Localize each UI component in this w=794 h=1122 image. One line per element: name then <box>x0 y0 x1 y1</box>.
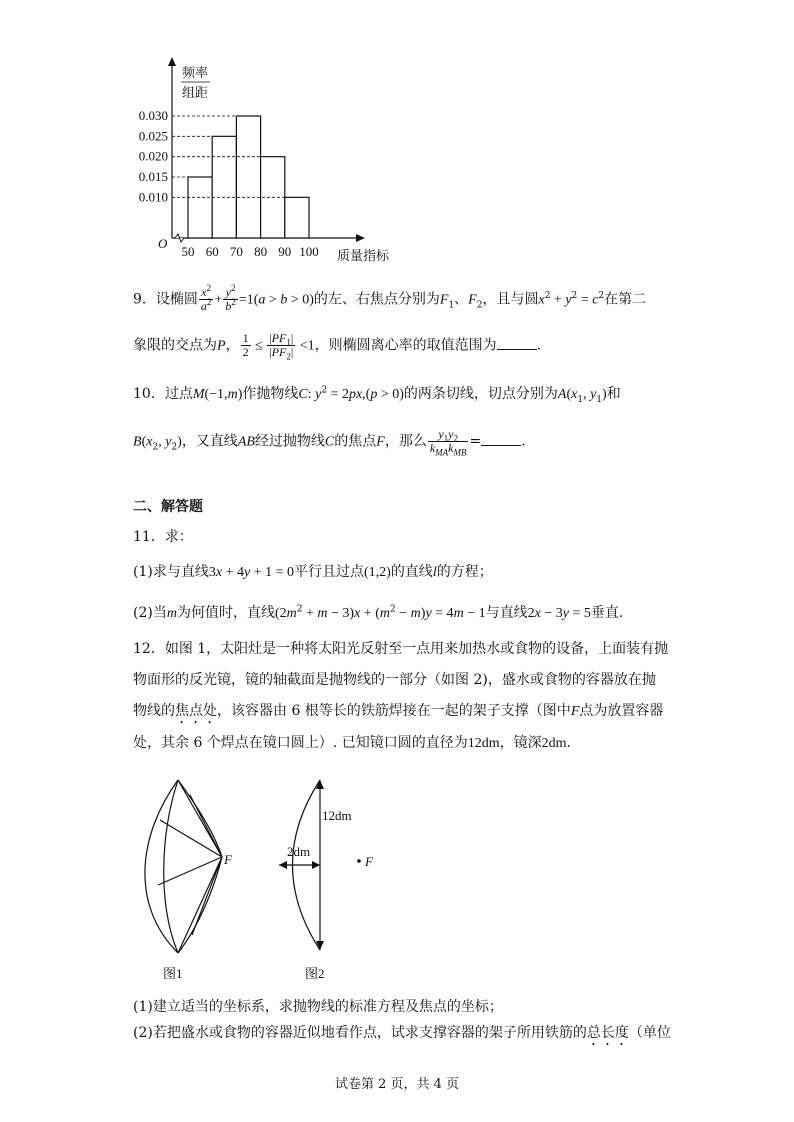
q10-text: ，又直线 <box>181 433 238 450</box>
arrow-left-icon <box>279 861 287 869</box>
outer-rim-left <box>145 780 178 953</box>
y2-over-b2: $\frac{y^2}{b^2}$ <box>225 283 236 313</box>
inner-rim <box>164 780 178 953</box>
origin-label: O <box>158 236 168 251</box>
x-tick-label: 60 <box>205 244 219 259</box>
page-footer: 试卷第 2 页，共 4 页 <box>334 1077 460 1092</box>
histogram-bar <box>212 136 236 238</box>
question-9-line-1: 9．设椭圆 $\frac{x^2}{a^2}$ + $\frac{y^2}{b^2}$ =1(a > b > 0)的左、右焦点分别为$F_1$、$F_2$，且与圆$x^2 + y^2 = c^2$在第二 <box>133 283 647 313</box>
y-tick-label: 0.015 <box>138 169 168 184</box>
question-10-line-2: $B(x_2$, $y_2$)，又直线AB经过抛物线C的焦点F，那么 $\frac{y_1y_2}{k_{MA}k_{MB}}$ = . <box>133 427 526 458</box>
question-12-line-1: 12．如图 1，太阳灶是一种将太阳光反射至一点用来加热水或食物的设备，上面装有抛 <box>133 641 669 657</box>
question-9-number: 9． <box>133 291 156 308</box>
x-tick-label: 70 <box>229 244 243 259</box>
q9-text: . <box>536 337 542 354</box>
y-tick-label: 0.030 <box>138 108 168 123</box>
fig2-depth-label: 2dm <box>287 844 311 859</box>
x-axis-arrow-icon <box>356 234 365 242</box>
emphasized-text: 总长度 <box>586 1025 629 1041</box>
question-12-line-2: 物面形的反光镜，镜的轴截面是抛物线的一部分（如图 2)，盛水或食物的容器放在抛 <box>133 672 656 688</box>
q10-text: ，那么 <box>384 433 427 450</box>
answer-blank <box>497 335 537 350</box>
q9-text: 设椭圆 <box>155 291 198 308</box>
x-tick-label: 90 <box>278 244 292 259</box>
q9-text: 象限的交点为 <box>133 337 217 354</box>
question-11-part-2: (2)当m为何值时，直线$(2m^2 + m - 3)x + (m^2 - m)y = 4m - 1$与直线2x − 3y = 5垂直. <box>133 604 624 621</box>
fig1-caption: 图1 <box>163 966 183 981</box>
q10-text: . <box>521 433 526 450</box>
q11-text: 的直线 <box>390 564 433 580</box>
question-12-sub-1: (1)建立适当的坐标系，求抛物线的标准方程及焦点的坐标； <box>133 999 503 1015</box>
emphasized-text: 焦点处 <box>175 703 217 719</box>
pf1-over-pf2: $\frac{|PF_1|}{|PF_2|}$ <box>269 331 294 362</box>
x-tick-label: 100 <box>299 244 319 259</box>
figure-2-parabola-section <box>270 775 400 985</box>
q10-text: 经过抛物线 <box>254 433 325 450</box>
q10-text: 过点 <box>164 386 193 402</box>
q9-text: 、 <box>454 291 469 308</box>
answer-blank <box>481 431 521 446</box>
q10-text: 的焦点 <box>334 433 377 450</box>
q11-text: 为何值时，直线 <box>176 605 275 621</box>
fig2-width-label: 12dm <box>322 808 352 823</box>
histogram-bar <box>285 197 309 238</box>
x2-over-a2: $\frac{x^2}{a^2}$ <box>200 283 212 313</box>
question-11-part-1: (1)求与直线3x + 4y + 1 = 0平行且过点(1,2)的直线l的方程； <box>133 564 493 580</box>
question-12-line-3: 物线的焦点处，该容器由 6 根等长的铁筋焊接在一起的架子支撑（图中F点为放置容器 <box>133 703 664 719</box>
y-label-top: 频率 <box>182 65 209 80</box>
question-11-title: 11．求： <box>133 529 193 545</box>
q12-text: ，该容器由 6 根等长的铁筋焊接在一起的架子支撑（图中 <box>217 703 571 719</box>
arrow-right-icon <box>312 861 320 869</box>
q12-text: ，镜深 <box>499 735 542 751</box>
q11-text: (1)求与直线 <box>133 564 209 580</box>
q11-text: 平行且过点 <box>293 564 364 580</box>
question-12-line-4: 处，其余 6 个焊点在镜口圆上）. 已知镜口圆的直径为12dm，镜深2dm. <box>133 735 571 751</box>
y-axis-arrow-icon <box>168 57 176 66</box>
y-label-bottom: 组距 <box>182 85 209 100</box>
y-tick-label: 0.010 <box>138 189 168 205</box>
fig2-caption: 图2 <box>305 966 325 981</box>
one-half: $\frac{1}{2}$ <box>242 331 249 359</box>
q12-text: 点为放置容器 <box>579 703 664 719</box>
rod <box>178 857 222 953</box>
q9-text: ，且与圆 <box>482 291 539 308</box>
q12-text: (2)若把盛水或食物的容器近似地看作点，试求支撑容器的架子所用铁筋的 <box>133 1025 587 1041</box>
q11-text: (2)当 <box>133 605 167 621</box>
section-title: 二、解答题 <box>133 499 203 515</box>
question-10-number: 10． <box>133 386 165 402</box>
q9-text: 在第二 <box>604 291 647 308</box>
q9-text: ，则椭圆离心率的取值范围为 <box>314 337 497 354</box>
question-12-sub-2 <box>133 1023 671 1049</box>
q10-text: 和 <box>606 386 621 402</box>
histogram-bar <box>188 177 212 238</box>
frequency-histogram <box>120 55 410 270</box>
x-tick-label: 50 <box>181 244 195 259</box>
q10-text: 的两条切线，切点分别为 <box>403 386 558 402</box>
fig2-focus-label: F <box>365 854 373 869</box>
question-10-line-1: 10．过点M(−1,m)作抛物线C: $y^2 = 2px,(p > 0)$的两条切线，切点分别为$A(x_1$, $y_1$)和 <box>133 385 621 405</box>
q9-text: ， <box>225 337 240 354</box>
q12-text: （单位 <box>628 1025 671 1041</box>
figure-1-solar-cooker <box>130 775 240 985</box>
x-axis-label: 质量指标 <box>337 248 390 263</box>
q10-text: = <box>469 433 482 450</box>
histogram-bar <box>236 116 260 238</box>
q12-text: . <box>566 735 571 751</box>
x-tick-label: 80 <box>254 244 268 259</box>
q11-text: 垂直. <box>590 605 624 621</box>
q12-text: 处，其余 6 个焊点在镜口圆上）. 已知镜口圆的直径为 <box>133 735 468 751</box>
y1y2-over-kmakmb: $\frac{y_1y_2}{k_{MA}k_{MB}}$ <box>429 427 467 458</box>
q11-text: 与直线 <box>485 605 528 621</box>
q12-text: 物线的 <box>133 703 175 719</box>
q10-text: 作抛物线 <box>242 386 299 402</box>
q9-text: 的左、右焦点分别为 <box>313 291 440 308</box>
q11-text: 的方程； <box>436 564 493 580</box>
question-9-line-2: 象限的交点为P， $\frac{1}{2}$ ≤ $\frac{|PF_1|}{|PF_2|}$ <1，则椭圆离心率的取值范围为 . <box>133 331 542 362</box>
fig1-focus-label: F <box>224 852 232 867</box>
axis-break-icon <box>175 234 184 242</box>
focus-point <box>357 859 361 863</box>
y-tick-label: 0.025 <box>138 128 168 144</box>
y-tick-label: 0.020 <box>138 148 168 164</box>
